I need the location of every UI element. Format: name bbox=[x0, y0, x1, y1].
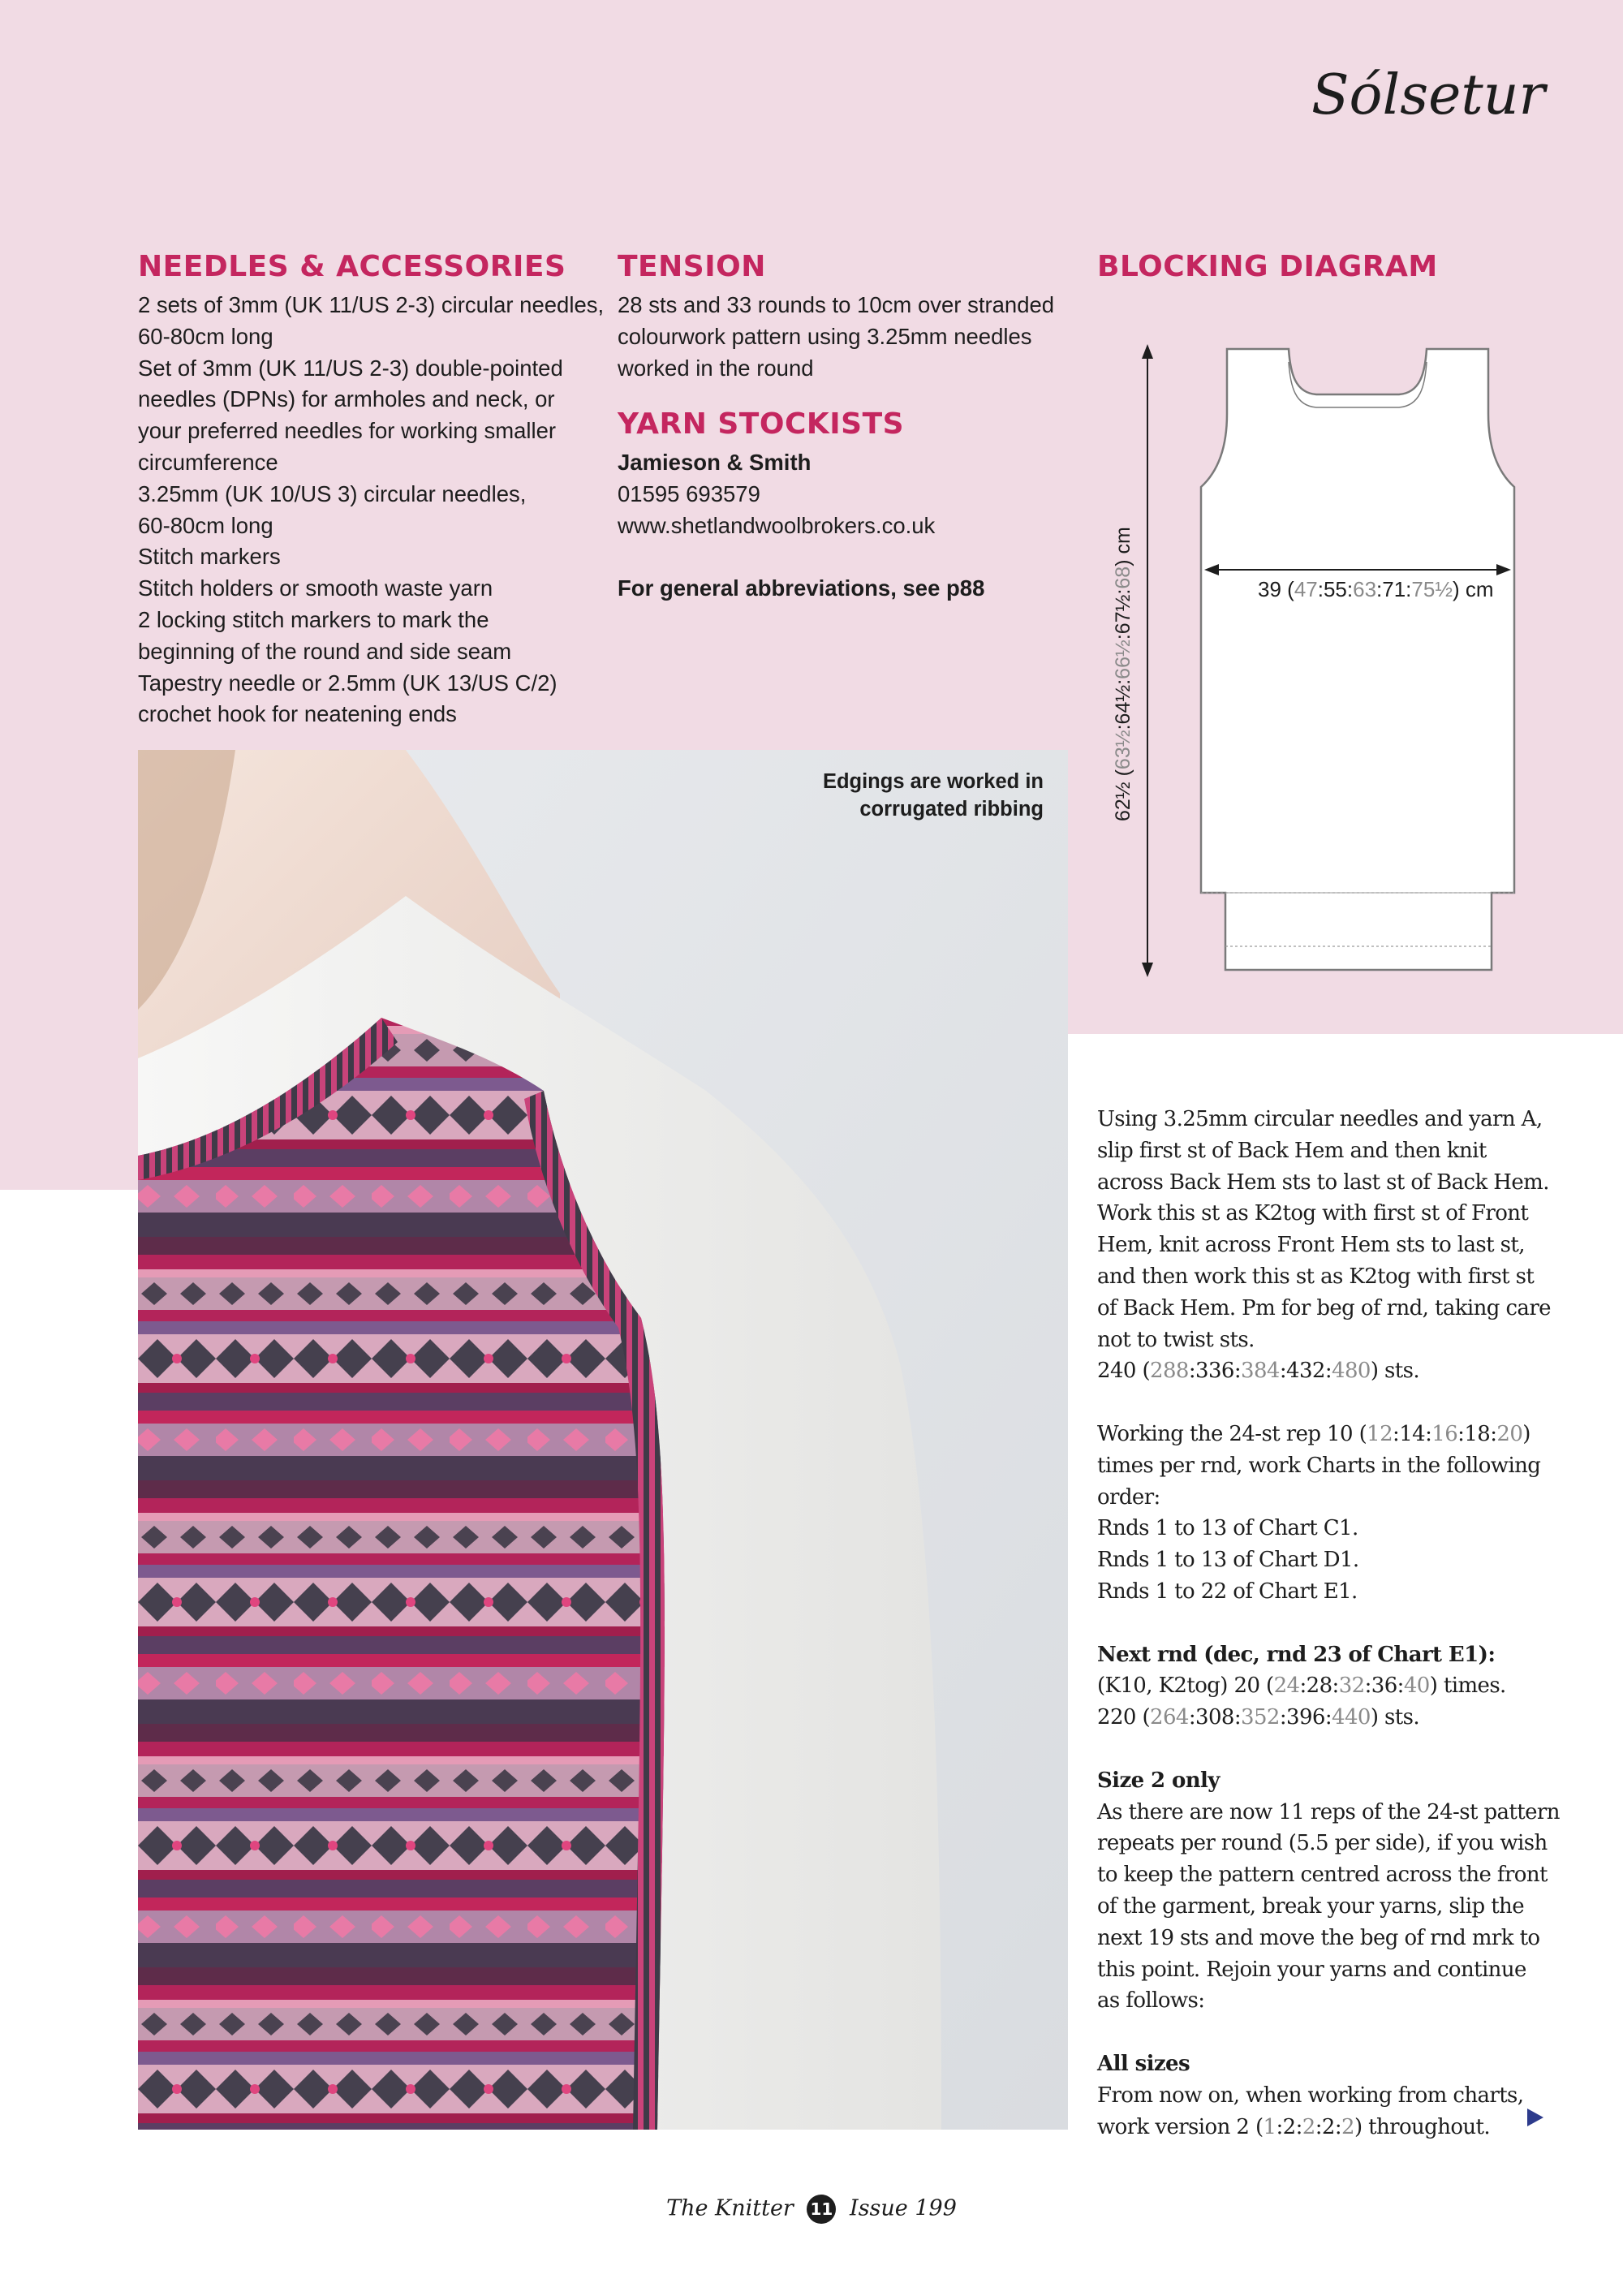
needles-line: 3.25mm (UK 10/US 3) circular needles, bbox=[138, 480, 527, 506]
instruction-line: not to twist sts. bbox=[1097, 1327, 1255, 1352]
next-round-heading: Next rnd (dec, rnd 23 of Chart E1): bbox=[1097, 1642, 1496, 1667]
needles-heading: NEEDLES & ACCESSORIES bbox=[138, 250, 566, 283]
needles-line: Set of 3mm (UK 11/US 2-3) double-pointed bbox=[138, 355, 563, 381]
tension-line: worked in the round bbox=[618, 355, 814, 381]
needles-line: beginning of the round and side seam bbox=[138, 638, 512, 664]
needles-line: crochet hook for neatening ends bbox=[138, 701, 457, 727]
needles-line: needles (DPNs) for armholes and neck, or bbox=[138, 386, 555, 412]
size2-heading: Size 2 only bbox=[1097, 1768, 1220, 1793]
blocking-diagram-svg bbox=[1097, 325, 1568, 982]
stitch-count: 220 (264:308:352:396:440) sts. bbox=[1097, 1705, 1420, 1730]
instruction-line: to keep the pattern centred across the front bbox=[1097, 1863, 1548, 1888]
instruction-line: Rnds 1 to 13 of Chart D1. bbox=[1097, 1548, 1359, 1573]
next-page-arrow-icon[interactable] bbox=[1527, 2109, 1543, 2126]
instruction-line: Work this st as K2tog with first st of Front bbox=[1097, 1201, 1529, 1226]
vest-photo bbox=[138, 750, 1068, 2130]
stockists-section bbox=[618, 407, 984, 605]
instruction-line: and then work this st as K2tog with first st bbox=[1097, 1264, 1535, 1289]
abbreviations-note: For general abbreviations, see p88 bbox=[618, 575, 985, 601]
stockist-phone: 01595 693579 bbox=[618, 480, 760, 506]
photo-caption-line: Edgings are worked in bbox=[822, 770, 1044, 793]
instruction-line: of the garment, break your yarns, slip the bbox=[1097, 1893, 1524, 1919]
instruction-line: next 19 sts and move the beg of rnd mrk to bbox=[1097, 1925, 1540, 1950]
instruction-line: (K10, K2tog) 20 (24:28:32:36:40) times. bbox=[1097, 1674, 1506, 1699]
photo-caption bbox=[823, 768, 1044, 823]
needles-section bbox=[138, 250, 604, 730]
length-arrow-top bbox=[1142, 344, 1153, 359]
header-background-tab bbox=[0, 1034, 138, 1190]
magazine-name: The Knitter bbox=[666, 2195, 794, 2221]
page-number-badge: 11 bbox=[807, 2195, 836, 2224]
instruction-line: as follows: bbox=[1097, 1988, 1205, 2014]
instruction-line: Using 3.25mm circular needles and yarn A, bbox=[1097, 1107, 1543, 1131]
blocking-section bbox=[1097, 250, 1438, 290]
needles-line: circumference bbox=[138, 449, 278, 475]
instruction-line: order: bbox=[1097, 1484, 1160, 1510]
needles-line: Tapestry needle or 2.5mm (UK 13/US C/2) bbox=[138, 670, 558, 696]
needles-line: 60-80cm long bbox=[138, 512, 273, 538]
vest-outline bbox=[1201, 349, 1514, 970]
vest-photo-illustration bbox=[138, 750, 1068, 2130]
length-arrow-bottom bbox=[1142, 963, 1153, 977]
width-label: 39 (47:55:63:71:75½) cm bbox=[1258, 577, 1494, 601]
needles-line: Stitch holders or smooth waste yarn bbox=[138, 575, 493, 601]
blocking-heading: BLOCKING DIAGRAM bbox=[1097, 250, 1438, 283]
tension-section bbox=[618, 250, 1054, 384]
instruction-line: From now on, when working from charts, bbox=[1097, 2083, 1524, 2108]
page-title: Sólsetur bbox=[1311, 63, 1545, 127]
length-label: 62½ (63½:64½:66½:67½:68) cm bbox=[1112, 527, 1134, 821]
all-sizes-heading: All sizes bbox=[1097, 2051, 1190, 2076]
instruction-line: times per rnd, work Charts in the following bbox=[1097, 1453, 1541, 1478]
page-footer bbox=[0, 2195, 1623, 2224]
instruction-line: Hem, knit across Front Hem sts to last st, bbox=[1097, 1233, 1525, 1258]
stockists-text bbox=[618, 447, 984, 605]
photo-caption-line: corrugated ribbing bbox=[859, 798, 1044, 821]
needles-line: your preferred needles for working smaller bbox=[138, 418, 557, 444]
tension-line: colourwork pattern using 3.25mm needles bbox=[618, 323, 1032, 349]
stockist-website[interactable]: www.shetlandwoolbrokers.co.uk bbox=[618, 512, 936, 538]
instruction-line: repeats per round (5.5 per side), if you wish bbox=[1097, 1831, 1548, 1856]
needles-line: Stitch markers bbox=[138, 544, 281, 570]
instruction-line: Rnds 1 to 22 of Chart E1. bbox=[1097, 1579, 1358, 1604]
stockists-heading: YARN STOCKISTS bbox=[618, 407, 905, 441]
instruction-line: across Back Hem sts to last st of Back Hem. bbox=[1097, 1170, 1549, 1195]
instruction-line: Rnds 1 to 13 of Chart C1. bbox=[1097, 1516, 1358, 1541]
tension-heading: TENSION bbox=[618, 250, 766, 283]
instruction-line: slip first st of Back Hem and then knit bbox=[1097, 1138, 1487, 1163]
stitch-count: 240 (288:336:384:432:480) sts. bbox=[1097, 1359, 1420, 1384]
needles-list bbox=[138, 290, 604, 730]
tension-line: 28 sts and 33 rounds to 10cm over stranded bbox=[618, 292, 1055, 317]
instruction-line: work version 2 (1:2:2:2:2) throughout. bbox=[1097, 2114, 1491, 2139]
needles-line: 60-80cm long bbox=[138, 323, 273, 349]
tension-text bbox=[618, 290, 1054, 384]
stockist-name: Jamieson & Smith bbox=[618, 450, 812, 475]
instruction-line: of Back Hem. Pm for beg of rnd, taking care bbox=[1097, 1295, 1551, 1320]
instructions bbox=[1097, 1104, 1584, 2143]
issue-number: Issue 199 bbox=[850, 2195, 957, 2221]
blocking-diagram bbox=[1097, 325, 1568, 982]
instruction-line: As there are now 11 reps of the 24-st pattern bbox=[1097, 1799, 1560, 1824]
instruction-line: this point. Rejoin your yarns and continue bbox=[1097, 1957, 1526, 1982]
instruction-line: Working the 24-st rep 10 (12:14:16:18:20) bbox=[1097, 1421, 1530, 1446]
needles-line: 2 sets of 3mm (UK 11/US 2-3) circular needles, bbox=[138, 292, 605, 317]
needles-line: 2 locking stitch markers to mark the bbox=[138, 606, 489, 632]
